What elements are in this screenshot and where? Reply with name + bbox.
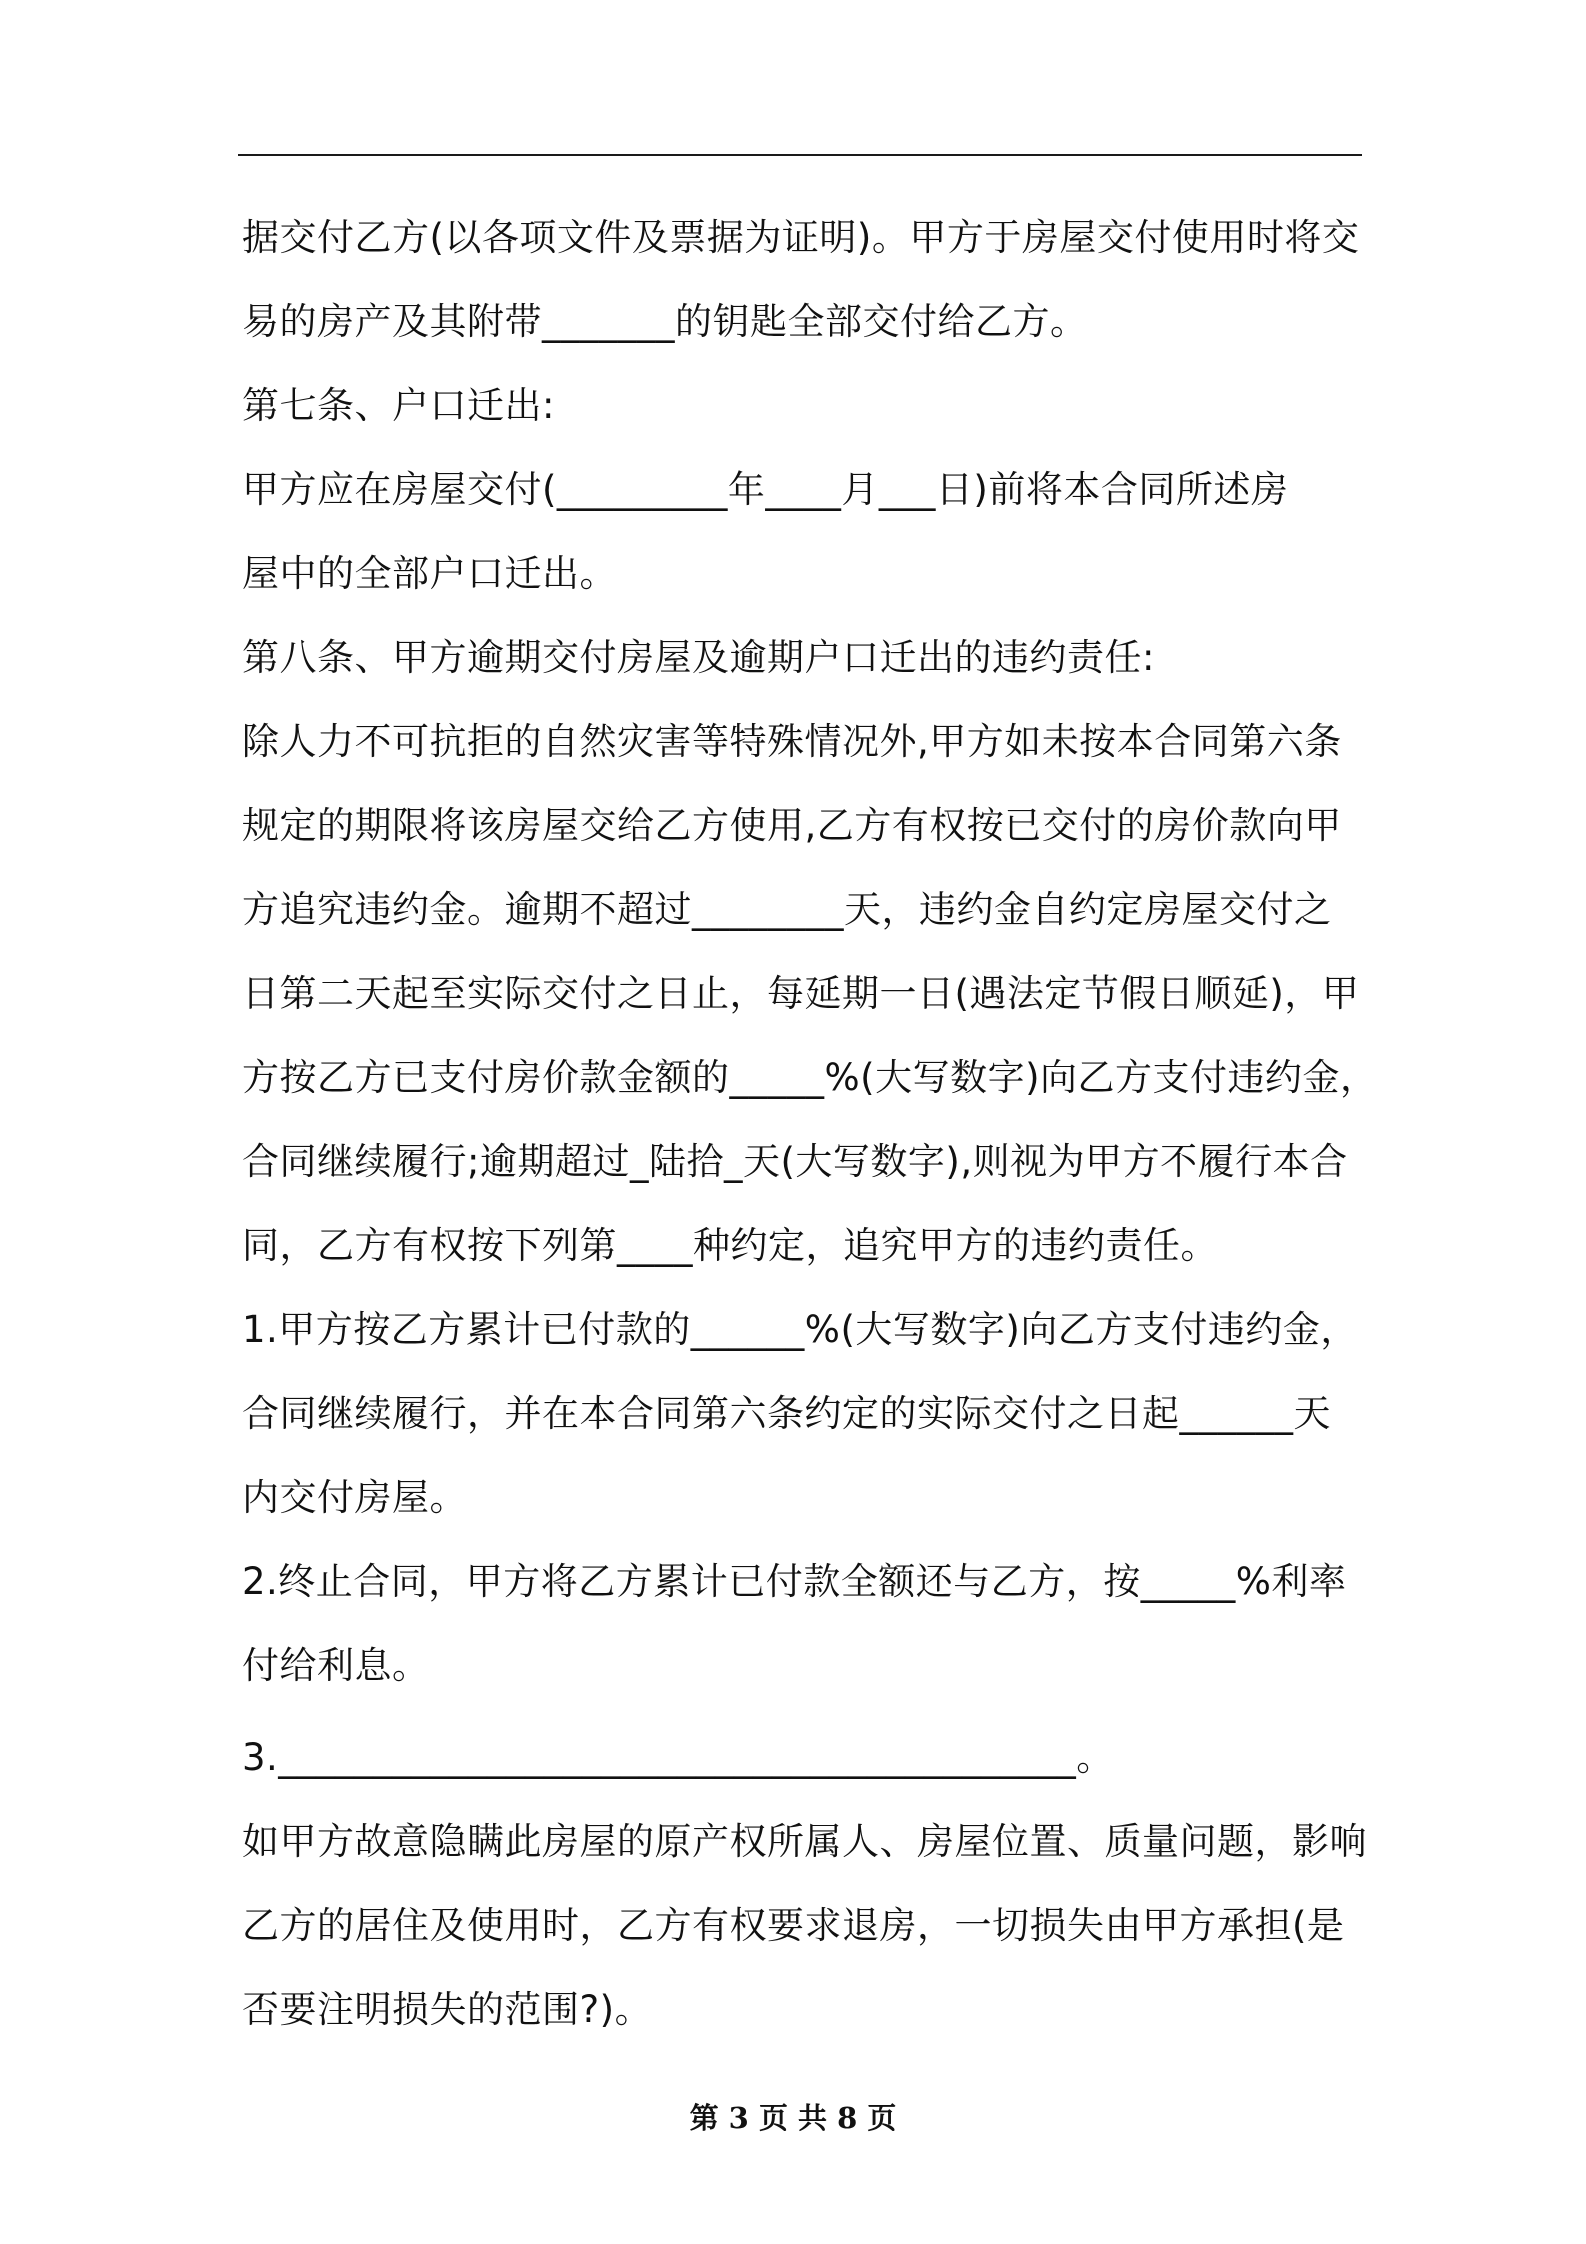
- paragraph-line: 方追究违约金。逾期不超过________天，违约金自约定房屋交付之: [242, 888, 1332, 931]
- paragraph-line: 合同继续履行;逾期超过_陆拾_天(大写数字),则视为甲方不履行本合: [242, 1140, 1348, 1183]
- page-number-footer: 第 3 页 共 8 页: [689, 2101, 897, 2135]
- paragraph-line: 否要注明损失的范围?)。: [242, 1988, 653, 2031]
- paragraph-line: 据交付乙方(以各项文件及票据为证明)。甲方于房屋交付使用时将交: [242, 216, 1360, 259]
- list-item-line: 3.__________________________________________。: [242, 1736, 1114, 1779]
- list-item-line: 付给利息。: [242, 1644, 430, 1687]
- list-item-line: 合同继续履行，并在本合同第六条约定的实际交付之日起______天: [242, 1392, 1331, 1435]
- paragraph-line: 方按乙方已支付房价款金额的_____%(大写数字)向乙方支付违约金，: [242, 1056, 1378, 1099]
- paragraph-line: 除人力不可抗拒的自然灾害等特殊情况外,甲方如未按本合同第六条: [242, 720, 1342, 763]
- paragraph-line: 甲方应在房屋交付(_________年____月___日)前将本合同所述房: [242, 468, 1289, 511]
- paragraph-line: 日第二天起至实际交付之日止，每延期一日(遇法定节假日顺延)，甲: [242, 972, 1360, 1015]
- paragraph-line: 屋中的全部户口迁出。: [242, 552, 617, 595]
- section-heading: 第八条、甲方逾期交付房屋及逾期户口迁出的违约责任:: [242, 636, 1155, 679]
- paragraph-line: 乙方的居住及使用时，乙方有权要求退房，一切损失由甲方承担(是: [242, 1904, 1345, 1947]
- paragraph-line: 易的房产及其附带_______的钥匙全部交付给乙方。: [242, 300, 1088, 343]
- paragraph-line: 同，乙方有权按下列第____种约定，追究甲方的违约责任。: [242, 1224, 1218, 1267]
- paragraph-line: 规定的期限将该房屋交给乙方使用,乙方有权按已交付的房价款向甲: [242, 804, 1342, 847]
- list-item-line: 内交付房屋。: [242, 1476, 467, 1519]
- paragraph-line: 如甲方故意隐瞒此房屋的原产权所属人、房屋位置、质量问题，影响: [242, 1820, 1367, 1863]
- list-item-line: 2.终止合同，甲方将乙方累计已付款全额还与乙方，按_____%利率: [242, 1560, 1347, 1603]
- document-body: [242, 196, 1378, 2052]
- header-rule: [238, 154, 1362, 156]
- list-item-line: 1.甲方按乙方累计已付款的______%(大写数字)向乙方支付违约金，: [242, 1308, 1358, 1351]
- section-heading: 第七条、户口迁出:: [242, 384, 555, 427]
